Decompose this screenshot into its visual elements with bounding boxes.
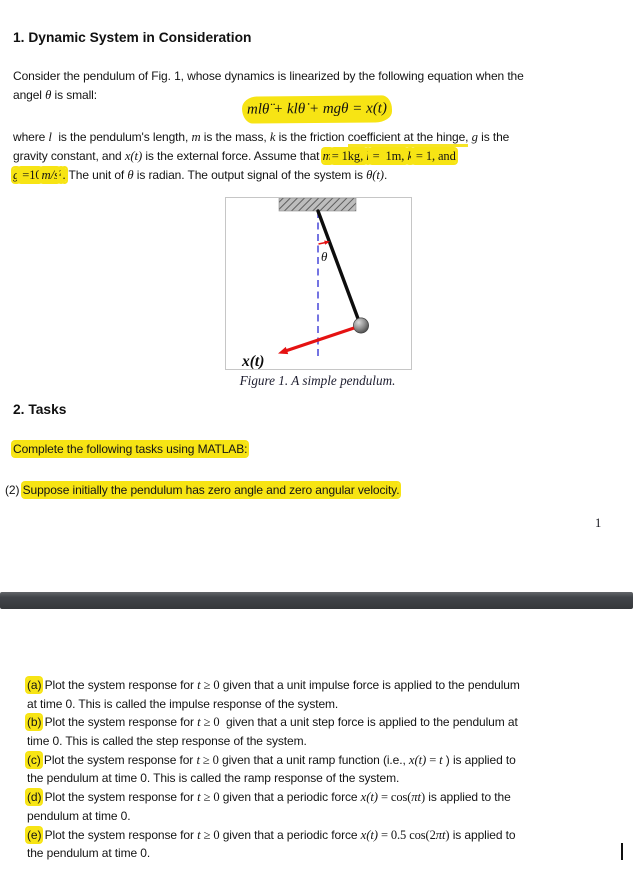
body-line: where l is the pendulum's length, m is the mass, k is the friction coefficient at the hinge, g is the	[13, 128, 509, 147]
page-separator-bar	[0, 592, 633, 609]
page-number: 1	[595, 516, 602, 530]
intro-line: Consider the pendulum of Fig. 1, whose dynamics is linearized by the following equation when the	[13, 69, 524, 83]
text-cursor[interactable]	[621, 843, 623, 860]
figure-caption: Figure 1. A simple pendulum.	[239, 373, 396, 388]
task-b-line: (b) Plot the system response for t ≥ 0 given that a unit step force is applied to the pendulum at	[27, 715, 518, 729]
intro-line: angel θ is small:	[13, 88, 97, 102]
task-d-line: (d) Plot the system response for t ≥ 0 given that a periodic force x(t) = cos(πt) is applied to the	[27, 790, 511, 804]
force-label: x(t)	[242, 353, 265, 369]
task-2-instruction: (2) Suppose initially the pendulum has zero angle and zero angular velocity.	[5, 483, 400, 497]
task-e-line: (e) Plot the system response for t ≥ 0 given that a periodic force x(t) = 0.5 cos(2πt) is applied to	[27, 828, 516, 842]
task-e-line: the pendulum at time 0.	[27, 846, 151, 860]
pendulum-rod	[318, 211, 360, 324]
pendulum-bob	[353, 318, 368, 333]
force-arrow	[278, 328, 354, 354]
section-2-title: 2. Tasks	[13, 402, 67, 417]
matlab-instruction: Complete the following tasks using MATLAB:	[13, 442, 248, 456]
angle-label: θ	[321, 249, 328, 264]
ceiling-hatch	[279, 198, 356, 211]
body-line: g =10m/s². The unit of θ is radian. The output signal of the system is θ(t).	[13, 168, 388, 182]
body-line: gravity constant, and x(t) is the external force. Assume that m= 1kg, l = 1m, k = 1, and	[13, 149, 456, 163]
pendulum-diagram	[226, 198, 411, 369]
task-c-line: (c) Plot the system response for t ≥ 0 given that a unit ramp function (i.e., x(t) = t ) is applied to	[27, 753, 516, 767]
task-d-line: pendulum at time 0.	[27, 809, 131, 823]
task-a-line: (a) Plot the system response for t ≥ 0 given that a unit impulse force is applied to the pendulum	[27, 678, 520, 692]
pendulum-figure	[225, 197, 412, 370]
task-a-line: at time 0. This is called the impulse response of the system.	[27, 697, 339, 711]
section-1-title: 1. Dynamic System in Consideration	[13, 30, 252, 45]
task-b-line: time 0. This is called the step response of the system.	[27, 734, 307, 748]
task-c-line: the pendulum at time 0. This is called the ramp response of the system.	[27, 771, 400, 785]
equation-line: mlθ̈ + klθ̇ + mgθ = x(t)	[246, 100, 387, 118]
